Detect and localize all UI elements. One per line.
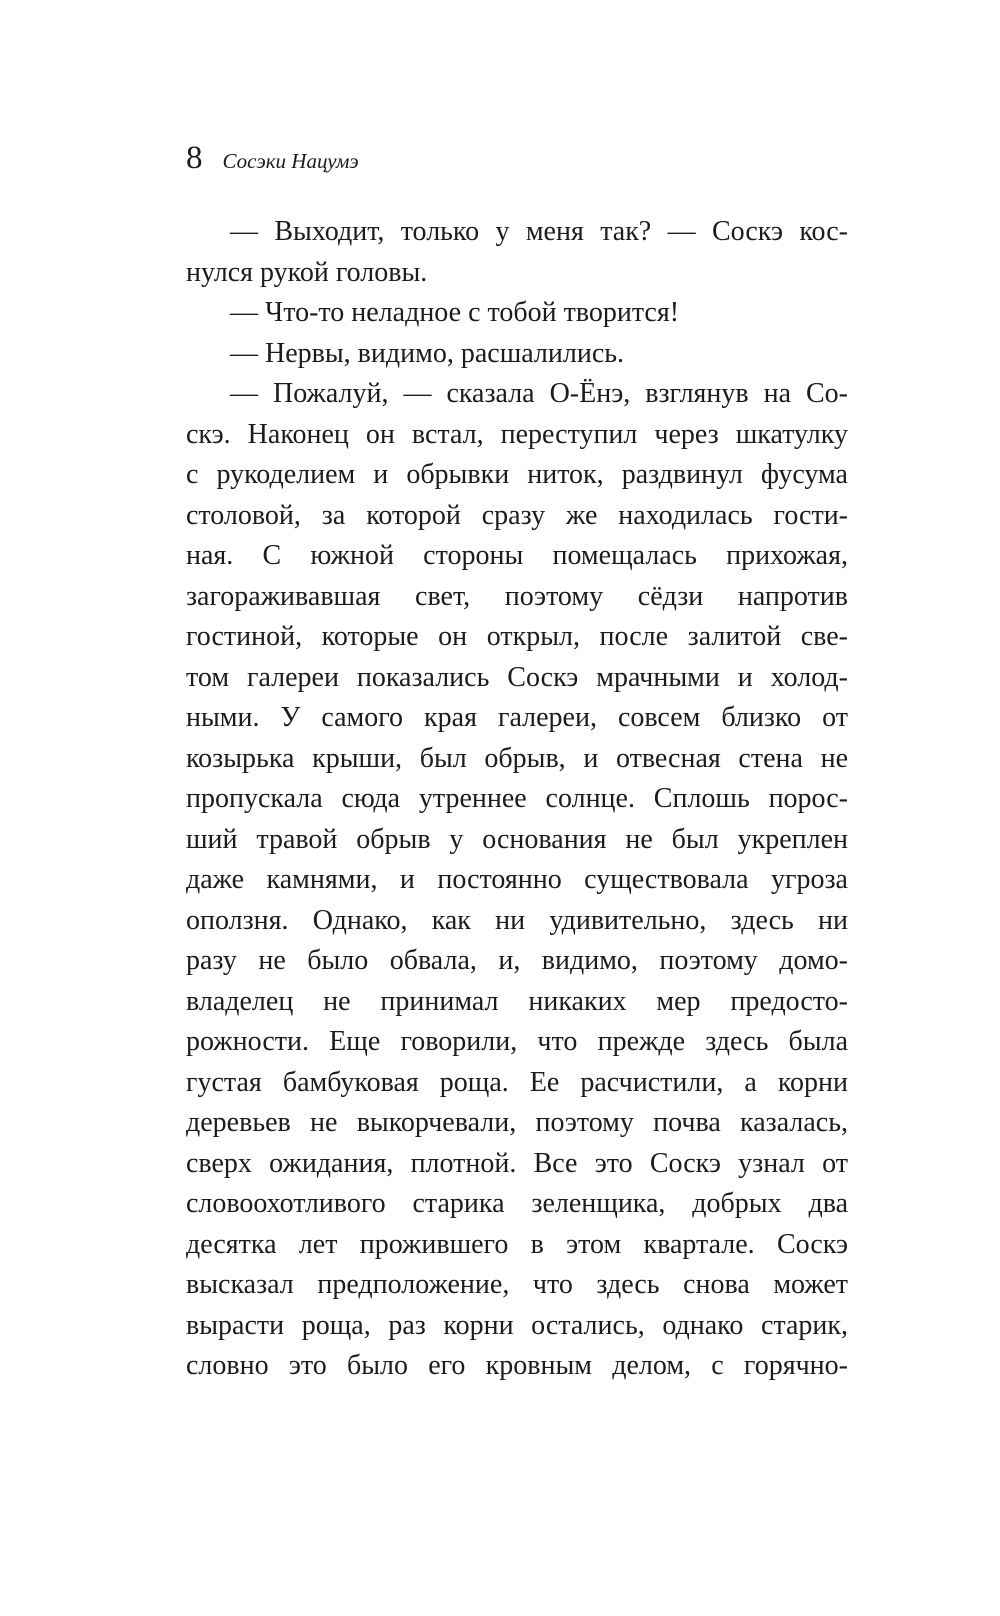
- text-line-13: ными. У самого края галереи, совсем близко от: [186, 702, 848, 733]
- text-line-9: ная. С южной стороны помещалась прихожая,: [186, 540, 848, 571]
- author-name: Сосэки Нацумэ: [222, 149, 359, 173]
- text-line-21: рожности. Еще говорили, что прежде здесь была: [186, 1026, 848, 1057]
- text-line-14: козырька крыши, был обрыв, и отвесная стена не: [186, 742, 848, 774]
- text-line-15: пропускала сюда утреннее солнце. Сплошь порос-: [186, 783, 848, 814]
- text-line-4: — Нервы, видимо, расшалились.: [230, 337, 625, 369]
- text-line-25: словоохотливого старика зеленщика, добрых два: [186, 1188, 848, 1219]
- body-text: [186, 212, 848, 1387]
- text-line-7: с рукоделием и обрывки ниток, раздвинул фусума: [186, 459, 848, 490]
- running-head: [186, 136, 359, 180]
- text-line-20: владелец не принимал никаких мер предосто-: [186, 985, 848, 1017]
- text-line-10: загораживавшая свет, поэтому сёдзи напротив: [186, 580, 848, 612]
- text-line-23: деревьев не выкорчевали, поэтому почва казалась,: [186, 1107, 848, 1138]
- page-number: 8: [186, 140, 203, 176]
- text-line-22: густая бамбуковая роща. Ее расчистили, а корни: [186, 1066, 848, 1098]
- text-line-26: десятка лет прожившего в этом квартале. Соскэ: [186, 1228, 848, 1260]
- text-line-28: вырасти роща, раз корни остались, однако старик,: [186, 1309, 848, 1341]
- text-line-11: гостиной, которые он открыл, после залитой све-: [186, 621, 848, 652]
- text-line-29: словно это было его кровным делом, с горячно-: [186, 1350, 848, 1381]
- text-line-6: скэ. Наконец он встал, переступил через шкатулку: [186, 418, 848, 450]
- text-line-24: сверх ожидания, плотной. Все это Соскэ узнал от: [186, 1147, 848, 1179]
- text-line-17: даже камнями, и постоянно существовала угроза: [186, 864, 848, 895]
- text-line-8: столовой, за которой сразу же находилась гости-: [186, 499, 848, 531]
- text-line-12: том галереи показались Соскэ мрачными и холод-: [186, 661, 848, 693]
- text-line-16: ший травой обрыв у основания не был укреплен: [186, 823, 848, 855]
- text-line-3: — Что-то неладное с тобой творится!: [230, 297, 680, 328]
- text-line-2: нулся рукой головы.: [186, 256, 428, 288]
- text-line-1: — Выходит, только у меня так? — Соскэ кос-: [230, 216, 848, 247]
- text-line-5: — Пожалуй, — сказала О-Ёнэ, взглянув на Со-: [230, 378, 848, 409]
- text-line-18: оползня. Однако, как ни удивительно, здесь ни: [186, 904, 848, 936]
- text-line-27: высказал предположение, что здесь снова может: [186, 1269, 848, 1300]
- text-line-19: разу не было обвала, и, видимо, поэтому домо-: [186, 945, 848, 976]
